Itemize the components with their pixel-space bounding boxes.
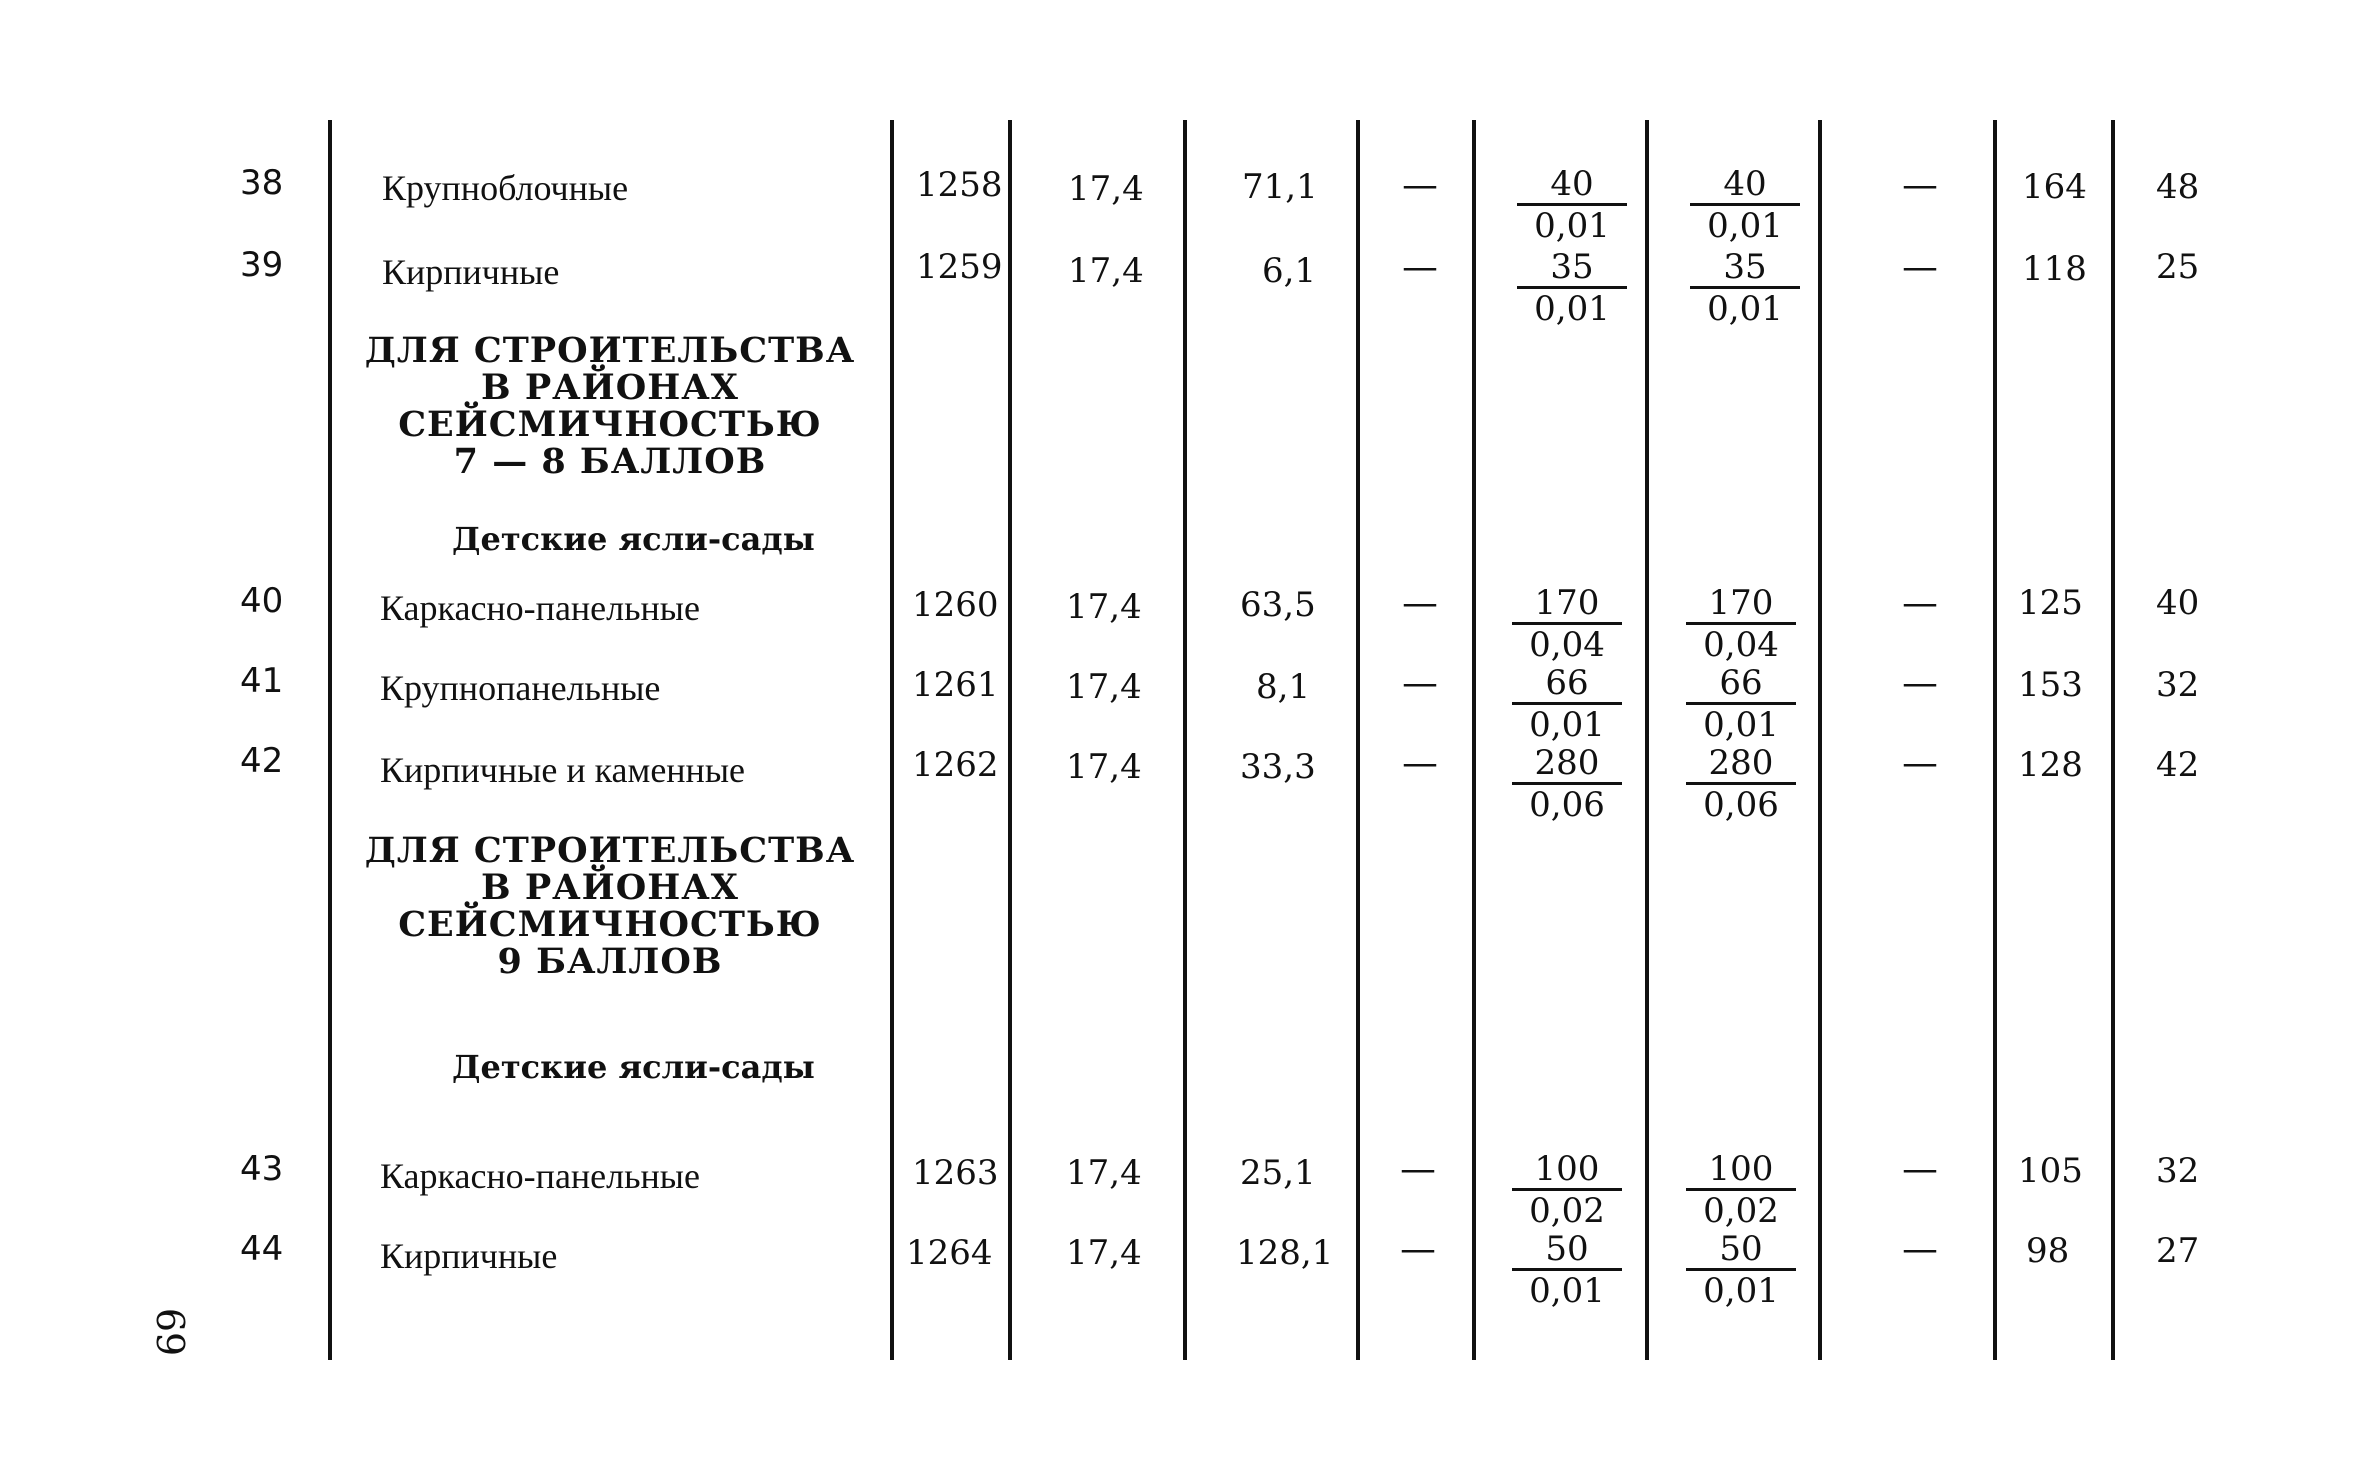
project-code: 1260 — [912, 585, 999, 625]
value-col6: 32 — [2156, 665, 2200, 705]
fraction-numerator: 50 — [1686, 1230, 1796, 1271]
value-col2: 33,3 — [1240, 747, 1316, 787]
column-rule — [1183, 120, 1187, 1360]
column-rule — [328, 120, 332, 1360]
value-col6: 32 — [2156, 1151, 2200, 1191]
fraction-denominator: 0,01 — [1703, 705, 1779, 745]
fraction-denominator: 0,04 — [1529, 625, 1605, 665]
fraction-numerator: 40 — [1690, 165, 1800, 206]
value-col5: 164 — [2022, 167, 2087, 207]
fraction-col2 — [1686, 584, 1796, 665]
fraction-col2 — [1686, 1150, 1796, 1231]
value-col1: 17,4 — [1066, 587, 1142, 627]
building-type: Крупноблочные — [382, 168, 629, 208]
building-type: Кирпичные — [382, 252, 560, 292]
row-number: 41 — [240, 661, 284, 701]
fraction-numerator: 35 — [1517, 248, 1627, 289]
section-subheading: Детские ясли-сады — [452, 1048, 815, 1086]
value-col6: 40 — [2156, 583, 2200, 623]
value-col4: — — [1902, 247, 1938, 288]
row-number: 44 — [240, 1229, 284, 1269]
row-number: 40 — [240, 581, 284, 621]
value-col4: — — [1902, 1149, 1938, 1190]
fraction-denominator: 0,01 — [1529, 1271, 1605, 1311]
value-col1: 17,4 — [1066, 1233, 1142, 1273]
value-col5: 125 — [2018, 583, 2083, 623]
column-rule — [2111, 120, 2115, 1360]
value-col4: — — [1902, 165, 1938, 206]
fraction-col1 — [1517, 248, 1627, 329]
value-col5: 118 — [2022, 249, 2087, 289]
heading-line: В РАЙОНАХ — [481, 867, 739, 908]
value-col6: 25 — [2156, 247, 2200, 287]
fraction-numerator: 280 — [1512, 744, 1622, 785]
fraction-denominator: 0,02 — [1529, 1191, 1605, 1231]
fraction-denominator: 0,01 — [1707, 206, 1783, 246]
fraction-numerator: 66 — [1686, 664, 1796, 705]
value-col1: 17,4 — [1066, 747, 1142, 787]
value-col2: 71,1 — [1242, 167, 1318, 207]
value-col2: 8,1 — [1256, 667, 1311, 707]
value-col6: 48 — [2156, 167, 2200, 207]
fraction-numerator: 280 — [1686, 744, 1796, 785]
project-code: 1264 — [906, 1233, 993, 1273]
fraction-numerator: 100 — [1686, 1150, 1796, 1191]
value-col4: — — [1902, 1229, 1938, 1270]
row-number: 43 — [240, 1149, 284, 1189]
building-type: Кирпичные — [380, 1236, 558, 1276]
section-heading — [340, 832, 880, 980]
fraction-denominator: 0,02 — [1703, 1191, 1779, 1231]
fraction-col1 — [1512, 584, 1622, 665]
value-col5: 105 — [2018, 1151, 2083, 1191]
row-number: 38 — [240, 163, 284, 203]
project-code: 1258 — [916, 165, 1003, 205]
fraction-col1 — [1512, 1150, 1622, 1231]
value-col5: 153 — [2018, 665, 2083, 705]
column-rule — [1356, 120, 1360, 1360]
value-col1: 17,4 — [1066, 1153, 1142, 1193]
value-col3: — — [1402, 583, 1438, 624]
value-col1: 17,4 — [1068, 169, 1144, 209]
column-rule — [1993, 120, 1997, 1360]
section-heading — [340, 332, 880, 480]
value-col3: — — [1402, 663, 1438, 704]
column-rule — [1472, 120, 1476, 1360]
fraction-col1 — [1512, 1230, 1622, 1311]
project-code: 1261 — [912, 665, 999, 705]
fraction-numerator: 66 — [1512, 664, 1622, 705]
fraction-numerator: 35 — [1690, 248, 1800, 289]
page-number: 69 — [148, 1307, 192, 1357]
building-type: Каркасно-панельные — [380, 588, 700, 628]
value-col1: 17,4 — [1068, 251, 1144, 291]
value-col3: — — [1402, 247, 1438, 288]
heading-line: 9 БАЛЛОВ — [497, 941, 723, 982]
fraction-col1 — [1512, 664, 1622, 745]
building-type: Кирпичные и каменные — [380, 750, 745, 790]
value-col3: — — [1402, 165, 1438, 206]
fraction-numerator: 100 — [1512, 1150, 1622, 1191]
value-col1: 17,4 — [1066, 667, 1142, 707]
value-col2: 25,1 — [1240, 1153, 1316, 1193]
value-col5: 128 — [2018, 745, 2083, 785]
row-number: 42 — [240, 741, 284, 781]
fraction-denominator: 0,01 — [1703, 1271, 1779, 1311]
fraction-denominator: 0,06 — [1529, 785, 1605, 825]
fraction-col2 — [1690, 165, 1800, 246]
column-rule — [1008, 120, 1012, 1360]
fraction-denominator: 0,01 — [1529, 705, 1605, 745]
value-col4: — — [1902, 583, 1938, 624]
heading-line: СЕЙСМИЧНОСТЬЮ — [398, 404, 822, 445]
project-code: 1259 — [916, 247, 1003, 287]
project-code: 1262 — [912, 745, 999, 785]
value-col2: 128,1 — [1236, 1233, 1334, 1273]
fraction-col2 — [1686, 664, 1796, 745]
heading-line: ДЛЯ СТРОИТЕЛЬСТВА — [364, 330, 856, 371]
fraction-numerator: 40 — [1517, 165, 1627, 206]
fraction-col1 — [1512, 744, 1622, 825]
heading-line: 7 — 8 БАЛЛОВ — [453, 441, 767, 482]
project-code: 1263 — [912, 1153, 999, 1193]
fraction-denominator: 0,04 — [1703, 625, 1779, 665]
fraction-numerator: 170 — [1512, 584, 1622, 625]
value-col3: — — [1400, 1229, 1436, 1270]
fraction-col2 — [1686, 1230, 1796, 1311]
section-subheading: Детские ясли-сады — [452, 520, 815, 558]
value-col2: 6,1 — [1262, 251, 1317, 291]
row-number: 39 — [240, 245, 284, 285]
building-type: Каркасно-панельные — [380, 1156, 700, 1196]
fraction-col1 — [1517, 165, 1627, 246]
value-col2: 63,5 — [1240, 585, 1316, 625]
column-rule — [1645, 120, 1649, 1360]
value-col3: — — [1400, 1149, 1436, 1190]
column-rule — [1818, 120, 1822, 1360]
value-col5: 98 — [2026, 1231, 2070, 1271]
heading-line: СЕЙСМИЧНОСТЬЮ — [398, 904, 822, 945]
fraction-col2 — [1690, 248, 1800, 329]
fraction-numerator: 170 — [1686, 584, 1796, 625]
value-col3: — — [1402, 743, 1438, 784]
heading-line: В РАЙОНАХ — [481, 367, 739, 408]
building-type: Крупнопанельные — [380, 668, 661, 708]
fraction-col2 — [1686, 744, 1796, 825]
fraction-numerator: 50 — [1512, 1230, 1622, 1271]
value-col4: — — [1902, 743, 1938, 784]
value-col6: 27 — [2156, 1231, 2200, 1271]
fraction-denominator: 0,01 — [1534, 289, 1610, 329]
fraction-denominator: 0,01 — [1707, 289, 1783, 329]
heading-line: ДЛЯ СТРОИТЕЛЬСТВА — [364, 830, 856, 871]
column-rule — [890, 120, 894, 1360]
value-col6: 42 — [2156, 745, 2200, 785]
fraction-denominator: 0,06 — [1703, 785, 1779, 825]
value-col4: — — [1902, 663, 1938, 704]
fraction-denominator: 0,01 — [1534, 206, 1610, 246]
